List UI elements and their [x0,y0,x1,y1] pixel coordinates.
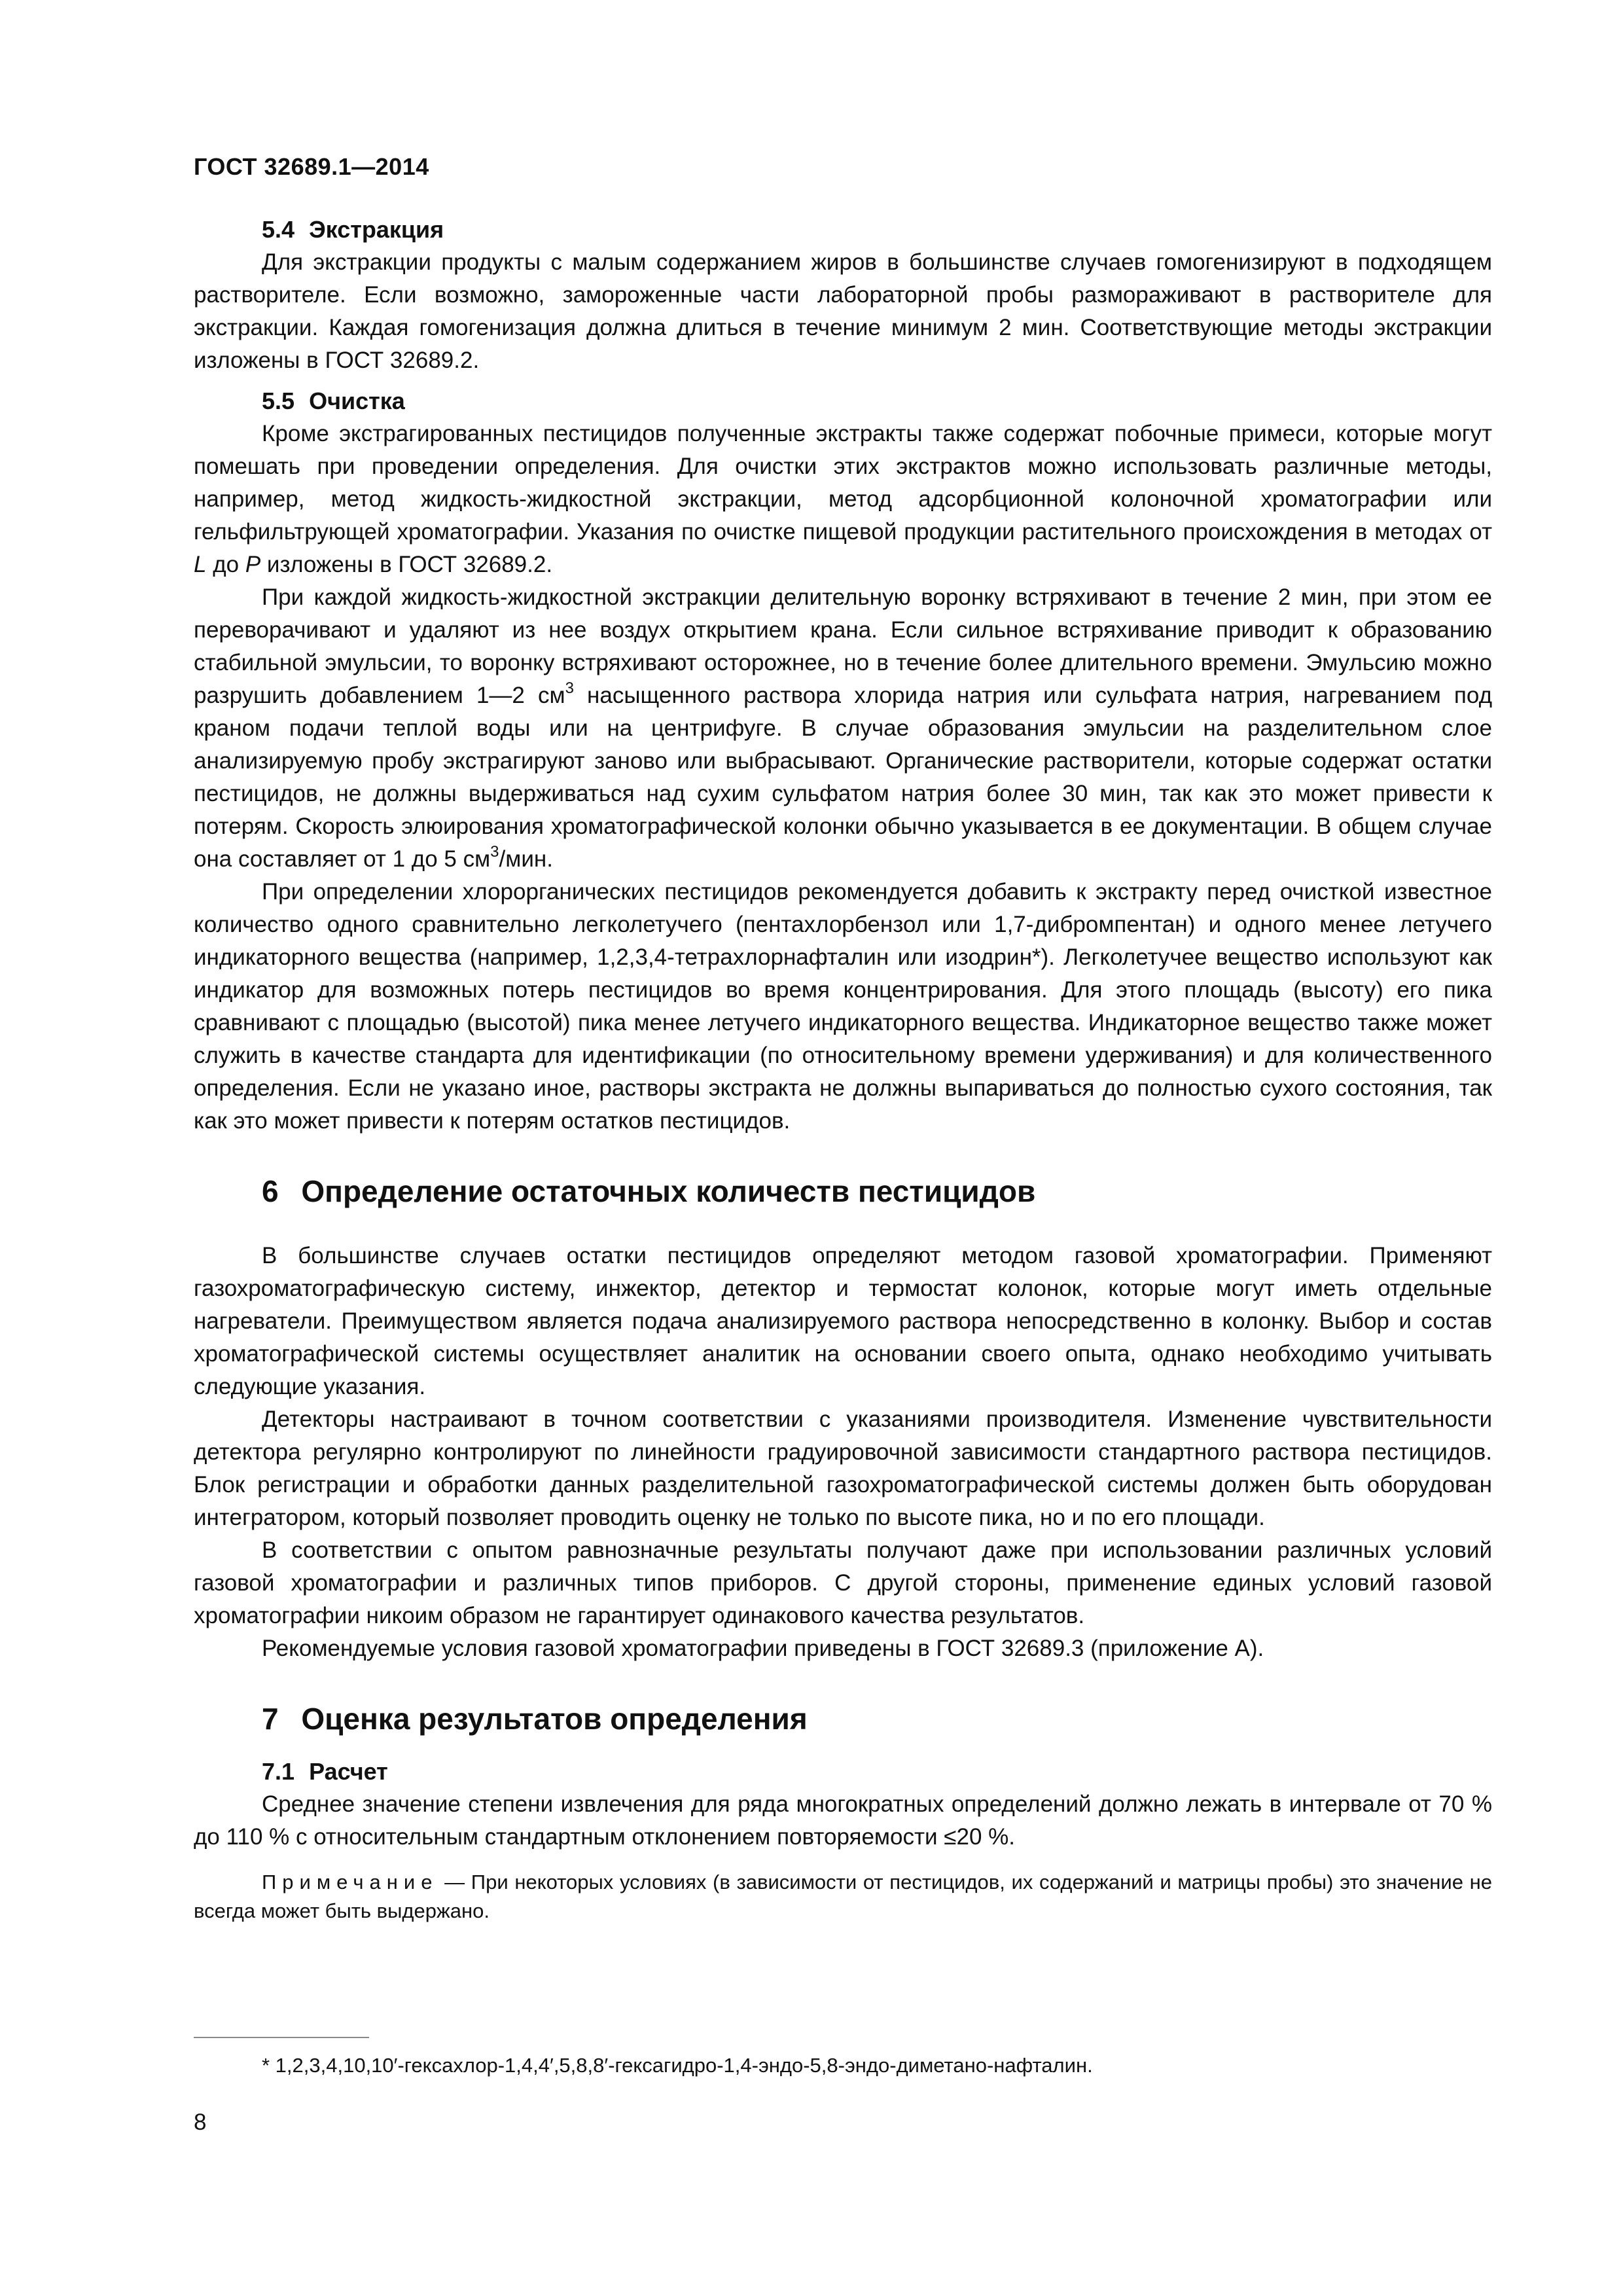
paragraph: Детекторы настраивают в точном соответствии с указаниями производителя. Изменение чувствительности детектора регулярно контролируют по линейности градуировочной зависимости стандартного раствора пестицидов. Блок регистрации и обработки данных разделительной газохроматографической системы должен быть оборудован интегратором, который позволяет проводить оценку не только по высоте пика, но и по его площади. [194,1407,1492,1530]
paragraph [194,418,1492,581]
page-content [194,151,1492,1926]
paragraph: Рекомендуемые условия газовой хроматографии приведены в ГОСТ 32689.3 (приложение А). [262,1636,1264,1661]
note-text: — При некоторых условиях (в зависимости от пестицидов, их содержаний и матрицы пробы) это значение не всегда может быть выдержано. [194,1871,1492,1922]
paragraph: Среднее значение степени извлечения для ряда многократных определений должно лежать в интервале от 70 % до 110 % с относительным стандартным отклонением повторяемости ≤20 %. [194,1791,1492,1850]
paragraph: Для экстракции продукты с малым содержанием жиров в большинстве случаев гомогенизируют в подходящем растворителе. Если возможно, замороженные части лабораторной пробы размораживают в растворителе для экстракции. Каждая гомогенизация должна длиться в течение минимум 2 мин. Соответствующие методы экстракции изложены в ГОСТ 32689.2. [194,249,1492,373]
section-6-heading [194,1172,1492,1211]
section-number: 5.4 [262,216,295,243]
paragraph: При определении хлорорганических пестицидов рекомендуется добавить к экстракту перед очисткой известное количество одного сравнительно легколетучего (пентахлорбензол или 1,7-дибромпентан) и одного менее летучего индикаторного вещества (например, 1,2,3,4-тетрахлорнафталин или изодрин*). Легколетучее вещество используют как индикатор для возможных потерь пестицидов во время концентрирования. Для этого площадь (высоту) его пика сравнивают с площадью (высотой) пика менее летучего индикаторного вещества. Индикаторное вещество также может служить в качестве стандарта для идентификации (по относительному времени удерживания) и для количественного определения. Если не указано иное, растворы экстракта не должны выпариваться до полностью сухого состояния, так как это может привести к потерям остатков пестицидов. [194,879,1492,1134]
section-5-4-heading [194,213,1492,246]
footnote-divider [194,2037,369,2038]
section-number: 7.1 [262,1758,295,1785]
page-number: 8 [194,2109,207,2135]
text-run: При каждой жидкость-жидкостной экстракции делительную воронку встряхивают в течение 2 мин, при этом ее переворачивают и удаляют из нее воздух открытием крана. Если сильное встряхивание приводит к образованию стабильной эмульсии, то воронку встряхивают осторожнее, но в течение более длительного времени. Эмульсию можно разрушить добавлением 1—2 см [194,584,1492,708]
note-label: Примечание [262,1871,438,1893]
section-7-heading [194,1699,1492,1738]
section-title: Очистка [309,387,405,414]
section-number: 6 [262,1174,279,1208]
superscript: 3 [490,843,499,861]
section-number: 7 [262,1702,279,1736]
text-run: /мин. [499,846,553,872]
paragraph: В большинстве случаев остатки пестицидов определяют методом газовой хроматографии. Применяют газохроматографическую систему, инжектор, детектор и термостат колонок, которые могут иметь отдельные нагреватели. Преимуществом является подача анализируемого раствора непосредственно в колонку. Выбор и состав хроматографической системы осуществляет аналитик на основании своего опыта, однако необходимо учитывать следующие указания. [194,1243,1492,1399]
method-letter: L [194,552,207,577]
text-run: до [206,552,245,577]
section-title: Оценка результатов определения [301,1702,808,1736]
section-5-5-heading [194,385,1492,418]
section-number: 5.5 [262,387,295,414]
section-title: Определение остаточных количеств пестицидов [301,1174,1036,1208]
section-title: Экстракция [309,216,444,243]
text-run: изложены в ГОСТ 32689.2. [260,552,553,577]
section-title: Расчет [309,1758,388,1785]
text-run: насыщенного раствора хлорида натрия или сульфата натрия, нагреванием под краном подачи теплой воды или на центрифуге. В случае образования эмульсии на разделительном слое анализируемую пробу экстрагируют заново или выбрасывают. Органические растворители, которые содержат остатки пестицидов, не должны выдерживаться над сухим сульфатом натрия более 30 мин, так как это может привести к потерям. Скорость элюирования хроматографической колонки обычно указывается в ее документации. В общем случае она составляет от 1 до 5 см [194,683,1493,872]
superscript: 3 [565,679,574,698]
document-header: ГОСТ 32689.1—2014 [194,153,429,180]
text-run: Кроме экстрагированных пестицидов полученные экстракты также содержат побочные примеси, которые могут помешать при проведении определения. Для очистки этих экстрактов можно использовать различные методы, например, метод жидкость-жидкостной экстракции, метод адсорбционной колоночной хроматографии или гельфильтрующей хроматографии. Указания по очистке пищевой продукции растительного происхождения в методах от [194,421,1492,545]
paragraph: В соответствии с опытом равнозначные результаты получают даже при использовании различных условий газовой хроматографии и различных типов приборов. С другой стороны, применение единых условий газовой хроматографии никоим образом не гарантирует одинакового качества результатов. [194,1537,1492,1628]
section-7-1-heading [194,1755,1492,1788]
footnote: * 1,2,3,4,10,10′-гексахлор-1,4,4′,5,8,8′-гексагидро-1,4-эндо-5,8-эндо-диметано-нафталин. [262,2054,1093,2077]
method-letter: P [245,552,261,577]
note [194,1868,1492,1926]
paragraph [194,581,1492,876]
